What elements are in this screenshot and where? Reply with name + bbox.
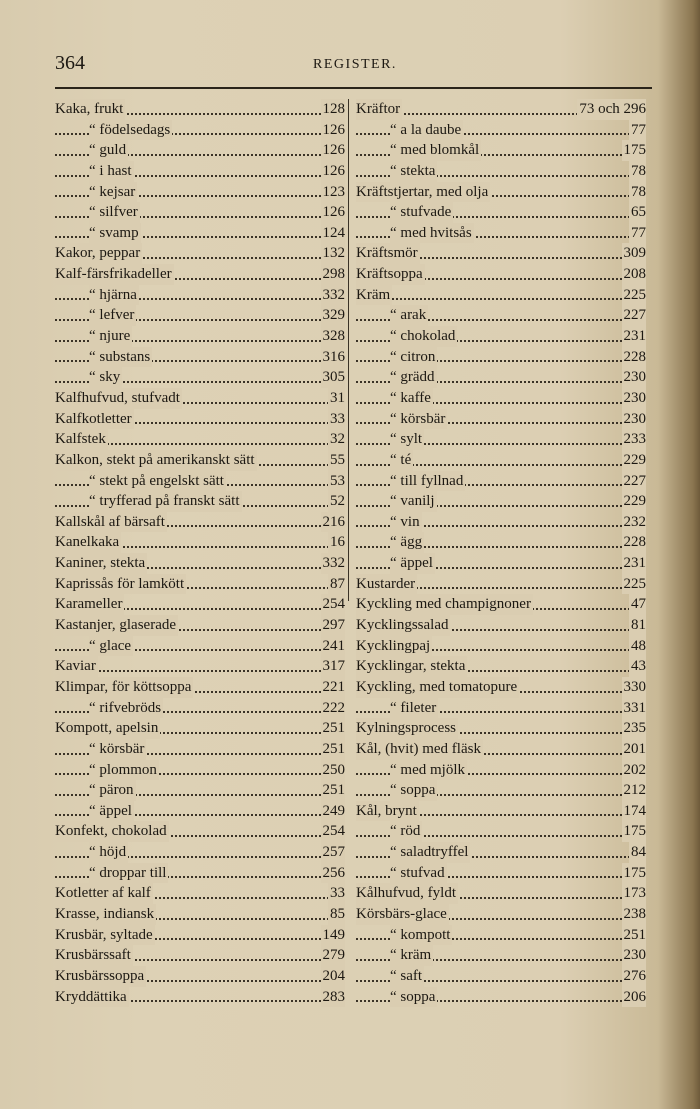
entry-label: “ grädd [390,367,437,388]
entry-page-number: 297 [321,615,346,636]
index-column-right [356,99,646,1007]
index-entry [356,471,646,492]
index-entry [356,512,646,533]
entry-label: Kalf-färsfrikadeller [55,264,174,285]
entry-label: “ arak [390,305,428,326]
entry-page-number: 305 [321,367,346,388]
index-entry [55,698,345,719]
entry-page-number: 329 [321,305,346,326]
entry-page-number: 55 [328,450,345,471]
entry-page-number: 228 [622,347,647,368]
index-entry [356,161,646,182]
entry-label: “ kejsar [89,182,137,203]
entry-label: Krusbärssaft [55,945,133,966]
entry-page-number: 16 [328,532,345,553]
entry-page-number: 85 [328,904,345,925]
entry-page-number: 235 [622,718,647,739]
entry-label: Kalkon, stekt på amerikanskt sätt [55,450,257,471]
entry-label: “ sylt [390,429,424,450]
entry-page-number: 328 [321,326,346,347]
entry-label: “ stufvad [390,863,447,884]
entry-label: “ kaffe [390,388,433,409]
entry-page-number: 230 [622,388,647,409]
index-entry [55,491,345,512]
header-rule [55,87,652,89]
entry-page-number: 175 [622,140,647,161]
entry-page-number: 225 [622,285,647,306]
entry-page-number: 228 [622,532,647,553]
index-entry [356,904,646,925]
entry-label: Kryddättika [55,987,129,1008]
entry-page-number: 230 [622,945,647,966]
entry-label: “ ägg [390,532,424,553]
entry-label: “ stekt på engelskt sätt [89,471,226,492]
entry-label: Kastanjer, glaserade [55,615,178,636]
entry-label: “ njure [89,326,132,347]
entry-page-number: 65 [629,202,646,223]
index-entry [55,739,345,760]
entry-page-number: 298 [321,264,346,285]
index-entry [55,409,345,430]
entry-page-number: 254 [321,594,346,615]
index-entry [55,677,345,698]
entry-label: Kålhufvud, fyldt [356,883,458,904]
entry-page-number: 332 [321,553,346,574]
entry-label: Kycklingssalad [356,615,450,636]
index-entry [55,347,345,368]
index-entry [356,202,646,223]
entry-page-number: 78 [629,182,646,203]
entry-label: Kalfhufvud, stufvadt [55,388,182,409]
entry-label: “ plommon [89,760,159,781]
index-entry [356,409,646,430]
index-entry [356,987,646,1008]
index-entry [356,821,646,842]
entry-page-number: 174 [622,801,647,822]
entry-page-number: 232 [622,512,647,533]
entry-page-number: 175 [622,863,647,884]
index-entry [55,966,345,987]
entry-label: “ a la daube [390,120,463,141]
index-entry [55,821,345,842]
index-entry [55,718,345,739]
index-entry [356,780,646,801]
entry-label: “ chokolad [390,326,457,347]
entry-label: Klimpar, för köttsoppa [55,677,193,698]
index-entry [55,264,345,285]
entry-page-number: 202 [622,760,647,781]
entry-page-number: 241 [321,636,346,657]
entry-page-number: 84 [629,842,646,863]
entry-label: “ droppar till [89,863,168,884]
running-title: REGISTER. [313,57,397,72]
index-entry [55,512,345,533]
entry-page-number: 77 [629,120,646,141]
entry-label: Kotletter af kalf [55,883,153,904]
entry-page-number: 222 [321,698,346,719]
index-entry [356,305,646,326]
index-entry [356,450,646,471]
entry-page-number: 238 [622,904,647,925]
entry-label: Kanelkaka [55,532,121,553]
entry-label: Kål, brynt [356,801,419,822]
entry-label: Karameller [55,594,124,615]
index-entry [55,863,345,884]
entry-label: Kompott, apelsin [55,718,160,739]
index-entry [356,698,646,719]
page-number: 364 [55,52,85,74]
entry-label: Kräftor [356,99,402,120]
entry-label: “ té [390,450,413,471]
entry-label: Kakor, peppar [55,243,142,264]
entry-page-number: 231 [622,326,647,347]
index-entry [356,883,646,904]
entry-page-number: 123 [321,182,346,203]
entry-label: Kräftsmör [356,243,420,264]
entry-label: “ svamp [89,223,141,244]
entry-page-number: 276 [622,966,647,987]
entry-label: “ födelsedags [89,120,172,141]
index-entry [55,367,345,388]
entry-page-number: 206 [622,987,647,1008]
entry-page-number: 317 [321,656,346,677]
entry-page-number: 173 [622,883,647,904]
index-entry [55,161,345,182]
index-entry [356,532,646,553]
index-entry [55,925,345,946]
entry-page-number: 201 [622,739,647,760]
index-entry [356,243,646,264]
entry-label: Kallskål af bärsaft [55,512,167,533]
index-entry [55,326,345,347]
entry-label: “ körsbär [89,739,146,760]
entry-label: “ saft [390,966,424,987]
index-entry [55,471,345,492]
index-entry [55,305,345,326]
index-entry [55,223,345,244]
index-entry [55,553,345,574]
entry-page-number: 126 [321,202,346,223]
index-entry [356,656,646,677]
entry-label: “ med mjölk [390,760,467,781]
index-entry [55,904,345,925]
entry-label: “ fileter [390,698,438,719]
entry-label: Kycklingpaj [356,636,432,657]
entry-label: Kyckling med champignoner [356,594,533,615]
index-entry [55,987,345,1008]
entry-page-number: 43 [629,656,646,677]
entry-page-number: 47 [629,594,646,615]
entry-page-number: 283 [321,987,346,1008]
entry-page-number: 225 [622,574,647,595]
index-entry [356,925,646,946]
entry-page-number: 233 [622,429,647,450]
entry-label: “ soppa [390,780,437,801]
index-entry [55,285,345,306]
entry-label: “ äppel [89,801,134,822]
entry-page-number: 254 [321,821,346,842]
entry-label: “ kompott [390,925,452,946]
entry-page-number: 126 [321,140,346,161]
page-header [55,52,655,80]
entry-label: “ vin [390,512,422,533]
index-entry [55,842,345,863]
index-entry [55,883,345,904]
entry-page-number: 73 och 296 [577,99,646,120]
entry-page-number: 231 [622,553,647,574]
index-entry [356,574,646,595]
index-entry [356,842,646,863]
index-entry [356,223,646,244]
entry-page-number: 230 [622,409,647,430]
entry-label: “ till fyllnad [390,471,465,492]
index-entry [356,347,646,368]
entry-label: “ med blomkål [390,140,481,161]
entry-page-number: 216 [321,512,346,533]
index-entry [356,99,646,120]
entry-label: Kräftsoppa [356,264,425,285]
entry-page-number: 251 [321,739,346,760]
entry-label: “ lefver [89,305,136,326]
index-entry [55,202,345,223]
entry-page-number: 53 [328,471,345,492]
entry-label: “ citron [390,347,437,368]
entry-label: “ höjd [89,842,128,863]
index-entry [55,388,345,409]
entry-label: Kaka, frukt [55,99,125,120]
entry-label: Kalfstek [55,429,108,450]
index-entry [356,718,646,739]
index-entry [356,966,646,987]
index-entry [55,801,345,822]
entry-label: “ sky [89,367,122,388]
index-entry [356,429,646,450]
index-entry [55,615,345,636]
entry-label: “ tryfferad på franskt sätt [89,491,242,512]
entry-label: “ guld [89,140,128,161]
entry-page-number: 52 [328,491,345,512]
entry-label: “ soppa [390,987,437,1008]
index-entry [356,760,646,781]
entry-label: “ i hast [89,161,134,182]
index-entry [356,945,646,966]
index-entry [55,574,345,595]
entry-label: “ silfver [89,202,140,223]
entry-label: Krusbär, syltade [55,925,155,946]
entry-label: Kaniner, stekta [55,553,147,574]
index-entry [356,264,646,285]
index-entry [356,801,646,822]
entry-page-number: 132 [321,243,346,264]
entry-page-number: 208 [622,264,647,285]
column-divider [348,99,349,601]
index-entry [55,429,345,450]
entry-label: “ stekta [390,161,437,182]
entry-page-number: 212 [622,780,647,801]
entry-page-number: 77 [629,223,646,244]
entry-page-number: 175 [622,821,647,842]
dot-leader [55,669,345,672]
index-column-left [55,99,345,1007]
entry-label: Kyckling, med tomatopure [356,677,519,698]
index-entry [356,367,646,388]
entry-page-number: 309 [622,243,647,264]
entry-label: “ vanilj [390,491,437,512]
index-entry [356,285,646,306]
index-entry [55,450,345,471]
index-entry [55,656,345,677]
entry-label: “ glace [89,636,133,657]
entry-page-number: 227 [622,471,647,492]
index-entry [356,594,646,615]
index-entry [55,120,345,141]
index-entry [356,491,646,512]
entry-page-number: 31 [328,388,345,409]
index-entry [356,739,646,760]
entry-label: Kål, (hvit) med fläsk [356,739,483,760]
index-entry [55,945,345,966]
entry-label: Körsbärs-glace [356,904,449,925]
entry-label: “ med hvitsås [390,223,474,244]
index-entry [356,182,646,203]
entry-label: “ saladtryffel [390,842,470,863]
entry-page-number: 33 [328,883,345,904]
entry-page-number: 331 [622,698,647,719]
entry-label: Kylningsprocess [356,718,458,739]
entry-page-number: 33 [328,409,345,430]
entry-page-number: 229 [622,491,647,512]
entry-label: “ substans [89,347,152,368]
index-entry [55,636,345,657]
entry-label: “ päron [89,780,136,801]
entry-label: Kaprissås för lamkött [55,574,186,595]
entry-page-number: 204 [321,966,346,987]
entry-page-number: 149 [321,925,346,946]
entry-page-number: 128 [321,99,346,120]
index-entry [356,120,646,141]
entry-page-number: 87 [328,574,345,595]
index-entry [356,863,646,884]
entry-label: Kaviar [55,656,98,677]
entry-label: “ hjärna [89,285,139,306]
index-entry [55,594,345,615]
entry-label: Krusbärssoppa [55,966,146,987]
entry-page-number: 316 [321,347,346,368]
entry-page-number: 251 [321,780,346,801]
index-entry [55,140,345,161]
entry-page-number: 81 [629,615,646,636]
dot-leader [356,297,646,300]
entry-label: “ körsbär [390,409,447,430]
index-entry [356,615,646,636]
index-entry [55,182,345,203]
index-entry [356,140,646,161]
index-entry [55,760,345,781]
entry-page-number: 250 [321,760,346,781]
entry-label: “ kräm [390,945,433,966]
entry-page-number: 78 [629,161,646,182]
entry-label: “ stufvade [390,202,453,223]
entry-label: Kycklingar, stekta [356,656,467,677]
index-entry [356,388,646,409]
entry-page-number: 256 [321,863,346,884]
index-entry [356,326,646,347]
entry-page-number: 251 [622,925,647,946]
entry-page-number: 251 [321,718,346,739]
entry-page-number: 48 [629,636,646,657]
index-entry [55,99,345,120]
index-entry [356,677,646,698]
entry-page-number: 332 [321,285,346,306]
entry-label: Krasse, indiansk [55,904,156,925]
entry-page-number: 126 [321,120,346,141]
entry-label: Kräm [356,285,392,306]
entry-page-number: 330 [622,677,647,698]
entry-label: Kustarder [356,574,417,595]
entry-page-number: 257 [321,842,346,863]
entry-page-number: 126 [321,161,346,182]
entry-page-number: 124 [321,223,346,244]
index-entry [55,532,345,553]
index-entry [356,553,646,574]
entry-label: Kalfkotletter [55,409,134,430]
index-entry [55,780,345,801]
entry-page-number: 230 [622,367,647,388]
entry-label: Konfekt, chokolad [55,821,169,842]
entry-page-number: 279 [321,945,346,966]
index-entry [55,243,345,264]
entry-label: “ äppel [390,553,435,574]
entry-page-number: 32 [328,429,345,450]
entry-page-number: 221 [321,677,346,698]
entry-label: Kräftstjertar, med olja [356,182,490,203]
entry-page-number: 227 [622,305,647,326]
entry-page-number: 249 [321,801,346,822]
entry-label: “ röd [390,821,422,842]
entry-page-number: 229 [622,450,647,471]
entry-label: “ rifvebröds [89,698,163,719]
index-entry [356,636,646,657]
